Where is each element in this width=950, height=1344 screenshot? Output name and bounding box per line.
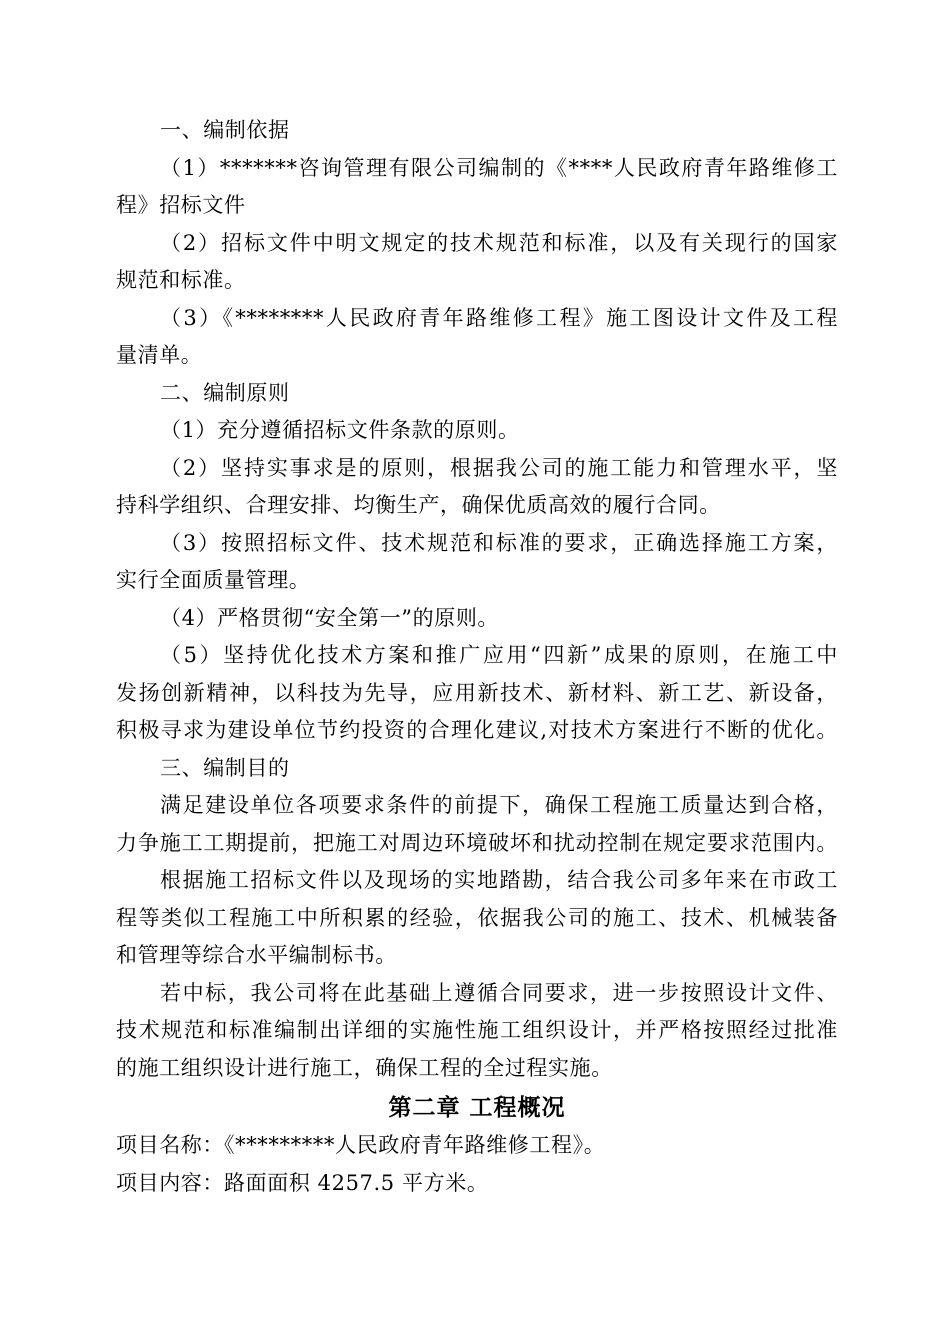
project-name: 项目名称：《*********人民政府青年路维修工程》。 xyxy=(116,1133,606,1157)
purpose-para-3-line-3: 的施工组织设计进行施工，确保工程的全过程实施。 xyxy=(116,1055,613,1080)
document-page xyxy=(116,112,838,1202)
section-heading-basis: 一、编制依据 xyxy=(160,118,290,142)
basis-item-1-line-1: （1）*******咨询管理有限公司编制的《****人民政府青年路维修工 xyxy=(160,155,838,180)
chapter-title: 第二章 工程概况 xyxy=(388,1095,566,1121)
purpose-para-1-line-1: 满足建设单位各项要求条件的前提下，确保工程施工质量达到合格， xyxy=(160,793,838,817)
basis-item-2-line-1: （2）招标文件中明文规定的技术规范和标准，以及有关现行的国家 xyxy=(160,230,838,255)
purpose-para-3-line-1: 若中标，我公司将在此基础上遵循合同要求，进一步按照设计文件、 xyxy=(160,980,838,1005)
basis-item-3-line-2: 量清单。 xyxy=(116,343,203,367)
basis-item-2-line-2: 规范和标准。 xyxy=(116,268,246,292)
basis-item-1-line-2: 程》招标文件 xyxy=(116,193,246,217)
purpose-para-1-line-2: 力争施工工期提前，把施工对周边环境破坏和扰动控制在规定要求范围内。 xyxy=(116,830,838,855)
principle-item-3-line-2: 实行全面质量管理。 xyxy=(116,568,311,592)
purpose-para-2-line-1: 根据施工招标文件以及现场的实地踏勘，结合我公司多年来在市政工 xyxy=(160,868,838,892)
principle-item-2-line-2: 持科学组织、合理安排、均衡生产，确保优质高效的履行合同。 xyxy=(116,493,721,517)
principle-item-2-line-1: （2）坚持实事求是的原则，根据我公司的施工能力和管理水平，坚 xyxy=(160,455,838,480)
purpose-para-2-line-3: 和管理等综合水平编制标书。 xyxy=(116,943,397,967)
principle-item-1: （1）充分遵循招标文件条款的原则。 xyxy=(160,418,520,442)
section-heading-purpose: 三、编制目的 xyxy=(160,755,290,780)
principle-item-5-line-3: 积极寻求为建设单位节约投资的合理化建议,对技术方案进行不断的优化。 xyxy=(116,718,838,742)
principle-item-5-line-1: （5）坚持优化技术方案和推广应用“四新”成果的原则，在施工中 xyxy=(160,643,838,667)
principle-item-3-line-1: （3）按照招标文件、技术规范和标准的要求，正确选择施工方案， xyxy=(160,530,838,555)
purpose-para-2-line-2: 程等类似工程施工中所积累的经验，依据我公司的施工、技术、机械装备 xyxy=(116,905,838,930)
purpose-para-3-line-2: 技术规范和标准编制出详细的实施性施工组织设计，并严格按照经过批准 xyxy=(116,1018,838,1042)
section-heading-principles: 二、编制原则 xyxy=(160,380,290,405)
principle-item-4: （4）严格贯彻“安全第一”的原则。 xyxy=(160,605,500,630)
project-content: 项目内容：路面面积 4257.5 平方米。 xyxy=(116,1170,489,1195)
basis-item-3-line-1: （3）《********人民政府青年路维修工程》施工图设计文件及工程 xyxy=(160,305,838,330)
principle-item-5-line-2: 发扬创新精神，以科技为先导，应用新技术、新材料、新工艺、新设备， xyxy=(116,680,838,705)
